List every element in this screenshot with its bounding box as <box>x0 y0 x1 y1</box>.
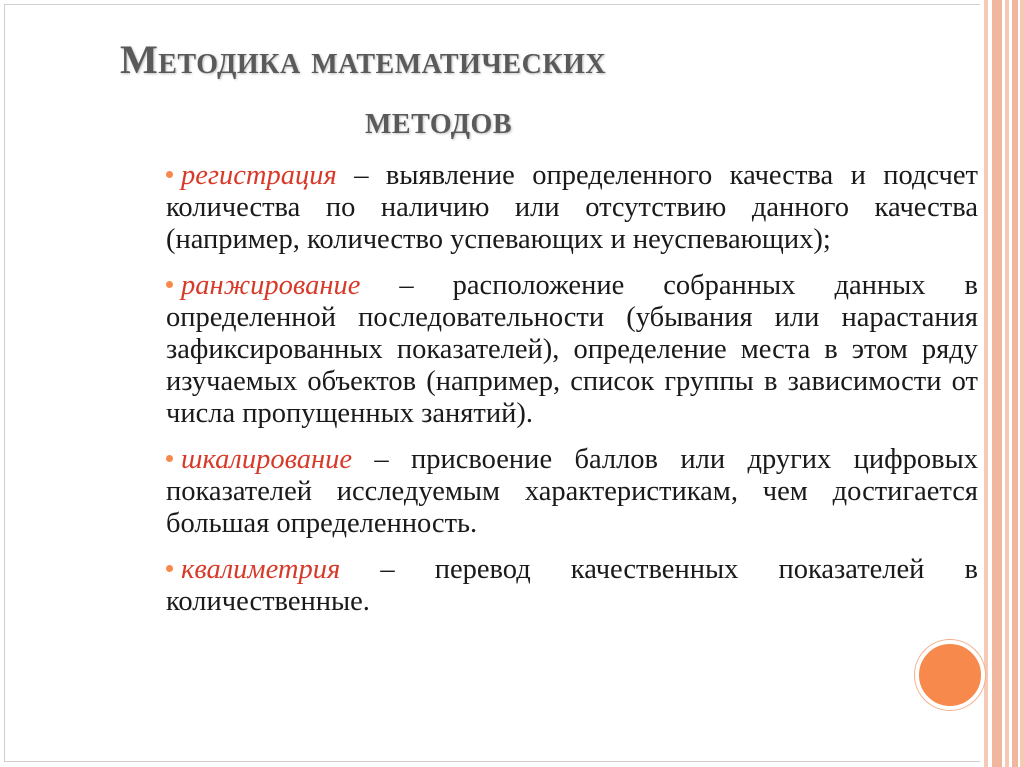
bullet-icon <box>166 455 173 462</box>
slide-title-line-2: методов <box>365 97 513 142</box>
slide-title-line-1: Методика математических <box>120 37 607 82</box>
list-item-qualimetry <box>166 554 978 618</box>
term-scaling: шкалирование <box>181 444 353 475</box>
term-qualimetry: квалиметрия <box>181 554 341 585</box>
definition-scaling: – присвоение баллов или других цифровых показателей исследуемым характеристикам, чем достигается большая определенность. <box>166 444 978 539</box>
bullet-icon <box>166 565 173 572</box>
list-item-registration <box>166 160 978 256</box>
bullet-list <box>166 160 978 632</box>
bullet-icon <box>166 281 173 288</box>
definition-registration: – выявление определенного качества и подсчет количества по наличию или отсутствию данного качества (например, количество успевающих и неуспевающих); <box>166 160 978 255</box>
definition-qualimetry: – перевод качественных показателей в количественные. <box>166 554 978 617</box>
list-item-scaling <box>166 444 978 540</box>
term-ranking: ранжирование <box>181 270 361 301</box>
decorative-stripes <box>980 0 1024 767</box>
definition-ranking: – расположение собранных данных в определенной последовательности (убывания или нарастания зафиксированных показателей), определение места в этом ряду изучаемых объектов (например, список группы в зависимости от числа пропущенных занятий). <box>166 270 978 429</box>
orange-circle-decoration <box>915 640 985 710</box>
bullet-icon <box>166 171 173 178</box>
term-registration: регистрация <box>181 160 337 191</box>
slide-title <box>120 30 880 150</box>
list-item-ranking <box>166 270 978 430</box>
